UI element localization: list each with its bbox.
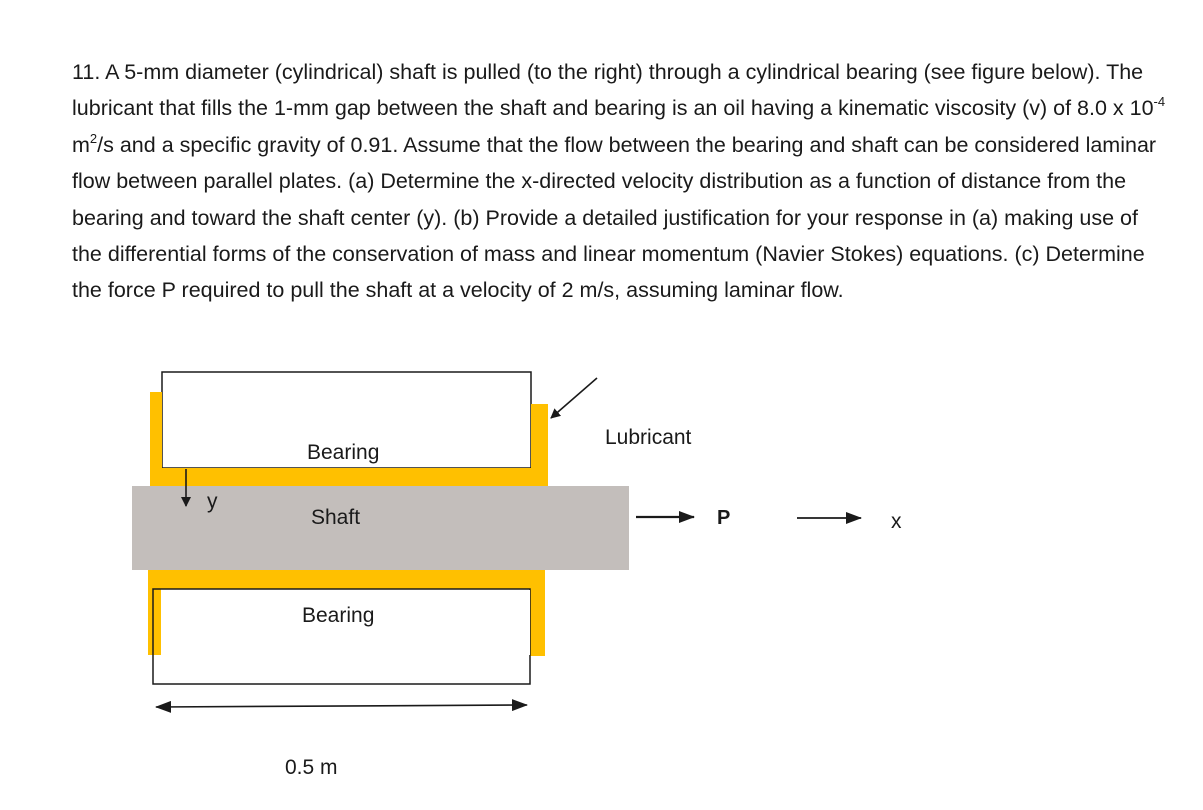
bottom-bearing-label: Bearing — [302, 604, 375, 627]
length-dimension-arrow — [156, 705, 527, 707]
length-label: 0.5 m — [285, 756, 338, 779]
problem-text-part1: 11. A 5-mm diameter (cylindrical) shaft is pulled (to the right) through a cylindrical bearing (see figure below). The lubricant that fills the 1-mm gap between the shaft and bearing is an oil having a kinematic viscosity (v) of 8.0 x 10 — [72, 60, 1154, 121]
lubricant-bottom-left-wall — [148, 570, 161, 655]
x-axis-label: x — [891, 510, 902, 533]
exponent-two: 2 — [89, 130, 98, 146]
lubricant-top-right-wall — [531, 404, 548, 486]
problem-text-part3: /s and a specific gravity of 0.91. Assume that the flow between the bearing and shaft can be considered laminar flow between parallel plates. (a) Determine the x-directed velocity distribution as a function of distance from the bearing and toward the shaft center (y). (b) Provide a detailed justification for your response in (a) making use of the differential forms of the conservation of mass and linear momentum (Navier Stokes) equations. (c) Determine the force P required to pull the shaft at a velocity of 2 m/s, assuming laminar flow. — [72, 132, 1157, 303]
problem-text-part2: m — [72, 132, 90, 157]
y-axis-label: y — [207, 490, 218, 513]
top-bearing-label: Bearing — [307, 441, 380, 464]
exponent-minus-four: -4 — [1153, 94, 1166, 110]
shaft-label: Shaft — [311, 506, 361, 529]
lubricant-bottom-gap — [148, 570, 545, 589]
lubricant-top-gap — [150, 468, 548, 486]
lubricant-bottom-right-wall — [530, 570, 545, 656]
lubricant-label: Lubricant — [605, 426, 692, 449]
force-p-label: P — [717, 507, 731, 529]
lubricant-pointer-arrow — [551, 378, 597, 418]
